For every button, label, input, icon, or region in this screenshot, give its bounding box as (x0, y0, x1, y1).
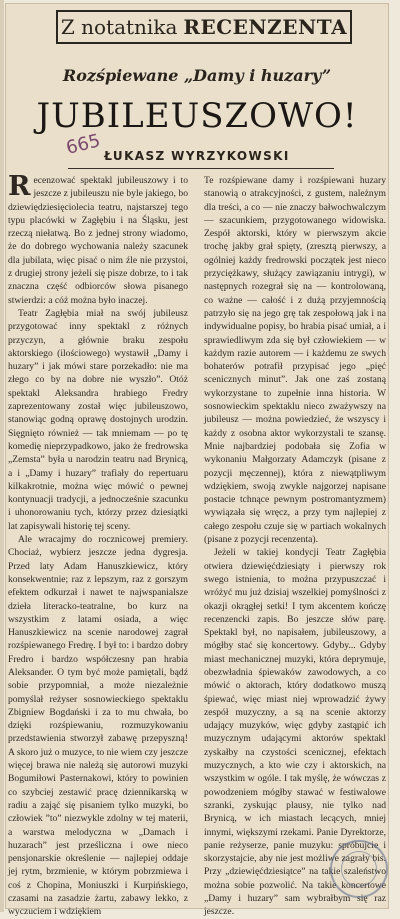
article-column-left (8, 171, 188, 918)
paragraph: Jeżeli w takiej kondycji Teatr Zagłębia otwiera dziewięćdziesiąty i pierwszy rok swego istnienia, to można przypuszczać i wróżyć mu już dzisiaj wszelkiej pomyślności z okazji okrągłej setki! I tym akcentem kończę recenzencki zapis. Bo jeszcze słów parę. Spektakl był, no napisałem, jubileuszowy, a mógłby stać się koncertowy. Gdyby... Gdyby miast mechanicznej muzyki, która deprymuje, obezwładnia śpiewaków zawodowych, a co mówić o aktorach, który dodatkowo muszą śpiewać, więc miast niej wprowadzić żywy zespół muzyczny, a są na scenie aktorzy udający muzyków, więc gdyby zastąpić ich muzycznym udającymi aktorów spektakl zyskałby na czystości scenicznej, efektach muzycznych, a kto wie czy i aktorskich, na wszystkim w ogóle. I tak myślę, że wówczas z powodzeniem mógłby stawać w festiwalowe szranki, zyskując plausy, nie tylko nad Brynicą, w ich miastach lecących, mniej innymi, większymi rzekami. Panie Dyrektorze, panie reżyserze, panie muzyku: spróbujcie i skorzystajcie, aby nie jest możliwe zagrały bis. Przy „dziewięćdziesiątce” na takie szaleństwo można sobie pozwolić. Na takie koncertowe „Damy i huzary” sam wybrałbym się raz jeszcze. (204, 547, 386, 918)
handwritten-number: 665 (63, 130, 103, 159)
paragraph: Ale wracajmy do rocznicowej premiery. Chociaż, wybierz jeszcze jedna dygresja. Przed laty Adam Hanuszkiewicz, który konsekwentnie; raz z lepszym, raz z gorszym efektem odkurzał i nawet te najwspanialsze dzieła literacko-teatralne, bo kurz na wszystkim z latami osiada, a więc Hanuszkiewicz na scenie narodowej zagrał rozśpiewanego Fredrę. I był to: i bardzo dobry Fredro i bardzo współczesny pan hrabia Aleksander. O tym być może pamiętali, bądź sobie przypomniał, a może niezależnie pomyślał reżyser sosnowieckiego spektaklu Zbigniew Bogdański i za to mu chwała, bo dzięki rozśpiewaniu, rozmuzykowaniu przedstawienia stworzył zabawę przepyszną! A skoro już o muzyce, to nie wiem czy jeszcze więcej brawa nie należą się autorowi muzyki Bogumiłowi Pasternakowi, który to powinien co szybciej zestawić pracę dziennikarską w radiu a zająć się pisaniem tylko muzyki, bo człowiek ”to” niezwykle zdolny w tej materii, a warstwa melodyczna w „Damach i huzarach” jest prześliczna i owe nieco pensjonarskie określenie — najlepiej oddaje jej rytm, brzmienie, w którym pobrzmiewa i coś z Chopina, Moniuszki i Kurpińskiego, czasami na zasadzie żartu, zabawy lekko, z wyczuciem i wdziękiem (8, 534, 188, 918)
article-subtitle: Rozśpiewane „Damy i huzary” (62, 66, 332, 85)
article-column-right (204, 174, 386, 918)
rubric-name: RECENZENTA (183, 15, 348, 39)
archive-stamp-inner (341, 851, 377, 887)
paragraph (8, 171, 188, 307)
newspaper-clipping (6, 4, 388, 918)
article-author: ŁUKASZ WYRZYKOWSKI (104, 149, 290, 163)
archive-stamp-icon (330, 840, 388, 898)
paragraph: Teatr Zagłębia miał na swój jubileusz przygotować inny spektakl z różnych przyczyn, a głównie braku zespołu aktorskiego (ilościowego) wystawił „Damy i huzary” i jak mówi stare porzekadło: nie ma złego co by na dobre nie wyszło”. Otóż spektakl Aleksandra hrabiego Fredry zaprezentowany został więc jubileuszowo, stanowiąc godną oprawę dostojnych urodzin. Sięgnięto również — tak mniemam — po tę komedię nieprzypadkowo, jako że fredrowska „Zemsta” była u narodzin teatru nad Brynicą, a i „Damy i huzary” trafiały do repertuaru kilkakrotnie, można więc mówić o pewnej kontynuacji tradycji, a jednocześnie szacunku i uhonorowaniu tych, którzy przez dziesiątki lat zapisywali historię tej sceny. (8, 307, 188, 532)
article-headline: JUBILEUSZOWO! (36, 96, 358, 136)
edge-shadow (0, 0, 4, 912)
paragraph: Te rozśpiewane damy i rozśpiewani huzary stanowią o atrakcyjności, z gustem, należnym dla treści, a co — nie znaczy bałwochwalczym — szacunkiem, przygotowanego widowiska. Zespół aktorski, który w pierwszym akcie trochę jakby grał spięty, (zresztą pierwszy, a ogólniej każdy fredrowski początek jest nieco przyciężkawy, służący zawiązaniu intrygi), w następnych rozegrał się na — kontrolowaną, co ważne — całość i z dużą przyjemnością patrzyło się na jego grę tak zespołową jak i na indywidualne popisy, bo hrabia pisać umiał, a i sprawiedliwym zda się był człowiekiem — w każdym razie autorem — i każdemu ze swych bohaterów potrafił przypisać jego „pięć scenicznych minut”. Jak one zaś zostaną wykorzystane to zupełnie inna historia. W sosnowieckim spektaklu nieco zważywszy na jubileusz — można powiedzieć, że wszyscy i każdy z osobna aktor wykorzystali te szansę. Mnie najbardziej podobała się Zofia w wykonaniu Małgorzaty Adamczyk (pisane z pozycji męczennej), która z niewątpliwym wdziękiem, swoją zwykle najgorzej napisane postacie tchnące pewnym postromantyzmem) wywiązała się wręcz, a przy tym najlepiej z całego zespołu czuje się w partiach wokalnych (pisane z pozycji recenzenta). (204, 175, 386, 546)
drop-cap: R (8, 171, 31, 202)
byline-divider (68, 168, 334, 169)
column-rubric (56, 10, 352, 44)
rubric-prefix: Z notatnika (60, 15, 178, 39)
paragraph-text: ecenzować spektakl jubileuszowy i to jeszcze z jubileuszu nie byle jakiego, bo dziewiędziesięciolecia teatru, najstarszej tego typu placówki w Zagłębiu i na Śląsku, jest rzeczą niełatwą. Bo z jednej strony wiadomo, że do dobrego wychowania należy szacunek dla jubilata, więc pisać o nim źle nie przystoi, z drugiej strony jeżeli się pisze dobrze, to i tak znaczna część odbiorców słowa pisanego stwierdzi: a cóż można było inaczej. (8, 175, 188, 306)
